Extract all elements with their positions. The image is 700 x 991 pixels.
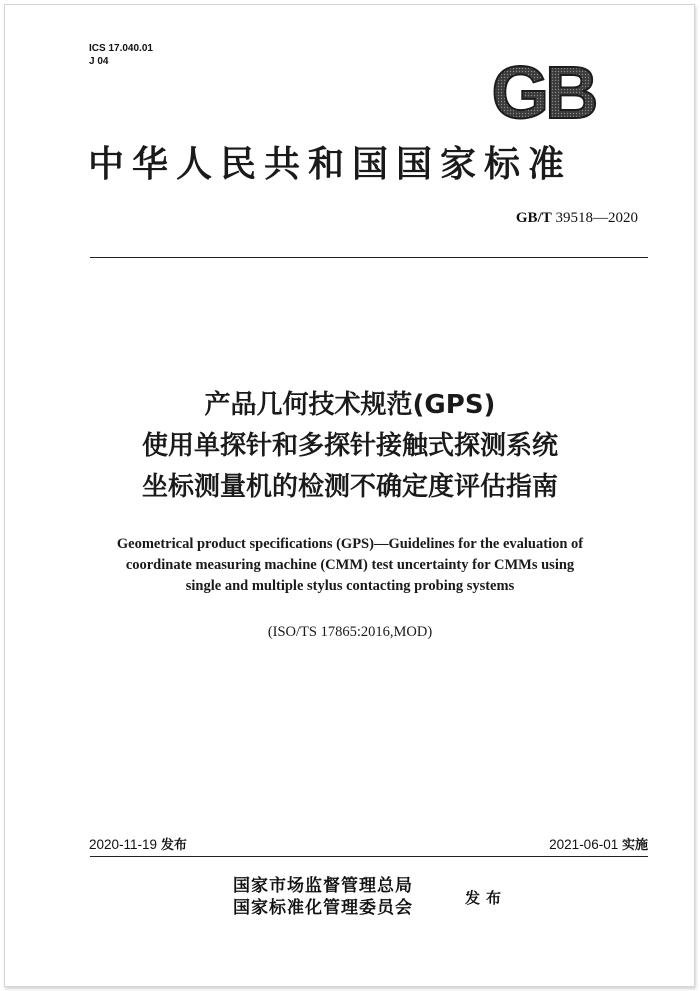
standard-number [516,210,638,227]
issue-action: 发布 [465,889,508,907]
title-zh-line: 坐标测量机的检测不确定度评估指南 [141,472,558,502]
gb-logo-text: GB [491,58,595,126]
standard-prefix: GB/T [515,210,552,226]
implementation-date-label: 实施 [621,838,648,853]
issuer-name: 国家标准化管理委员会 [233,898,413,918]
footer-divider [90,856,648,857]
country-standard-heading: 中华人民共和国国家标准 [88,143,573,185]
classification-codes [89,42,153,68]
issue-date-label: 发布 [160,838,187,853]
implementation-date-value: 2021-06-01 [549,837,619,852]
title-zh-line: 产品几何技术规范(GPS) [204,390,496,420]
title-en-line: Geometrical product specifications (GPS)—Guidelines for the evaluation of [116,536,584,552]
header-divider [90,257,648,258]
title-en-line: single and multiple stylus contacting probing systems [185,578,515,594]
issue-date-value: 2020-11-19 [89,837,158,852]
iso-reference: (ISO/TS 17865:2016,MOD) [267,624,433,640]
title-zh-line: 使用单探针和多探针接触式探测系统 [141,431,558,461]
implementation-date [549,834,648,853]
issue-date [89,834,187,853]
standard-code: 39518—2020 [555,210,638,226]
title-english [60,534,640,597]
gb-logo-icon [476,58,611,126]
title-en-line: coordinate measuring machine (CMM) test uncertainty for CMMs using [125,557,575,573]
issuer-name: 国家市场监督管理总局 [233,876,413,896]
ccs-code: J 04 [89,56,109,67]
issuing-authorities [233,875,413,919]
title-chinese [40,385,660,508]
ics-code: ICS 17.040.01 [89,43,153,54]
